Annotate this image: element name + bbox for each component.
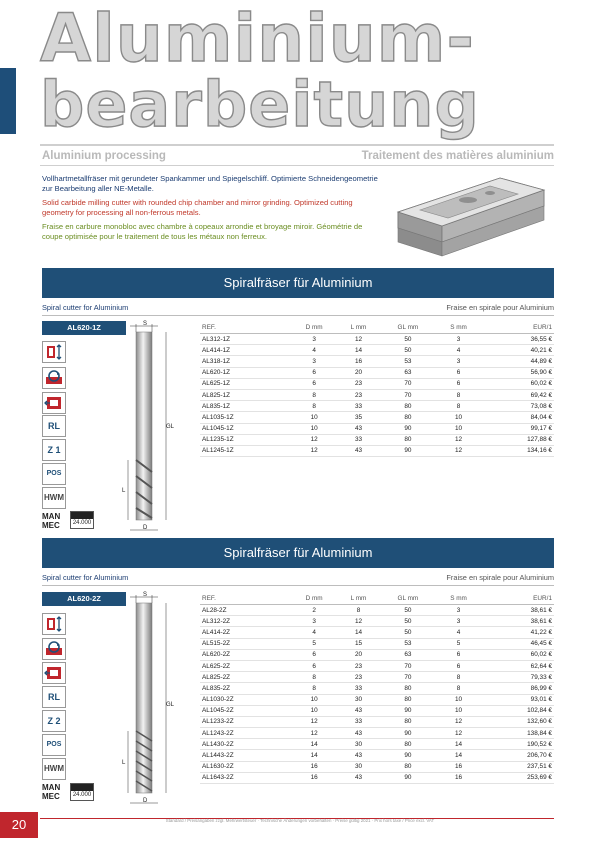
- table-cell: 70: [380, 660, 436, 671]
- table-cell: 14: [337, 345, 380, 356]
- milling-depth-icon: [42, 341, 66, 363]
- intro-en: Solid carbide milling cutter with rounded chip chamber and mirror grinding. Optimized cutting geometry for processing all non-ferrous metals.: [42, 198, 353, 217]
- table-cell: 12: [436, 728, 481, 739]
- table-cell: 253,69 €: [481, 772, 554, 783]
- table-cell: 8: [436, 672, 481, 683]
- table-header-cell: L mm: [337, 593, 380, 605]
- table-cell: AL1233-2Z: [200, 716, 291, 727]
- section-title-bar: [42, 268, 554, 298]
- table-cell: 6: [291, 378, 337, 389]
- table-cell: AL312-2Z: [200, 616, 291, 627]
- table-cell: AL1045-1Z: [200, 423, 291, 434]
- speed-bar: [71, 784, 93, 791]
- table-row: [200, 694, 554, 705]
- table-cell: 12: [337, 334, 380, 345]
- mec-label: MEC: [42, 521, 60, 530]
- table-cell: 3: [436, 334, 481, 345]
- table-cell: 80: [380, 434, 436, 445]
- table-cell: 8: [436, 683, 481, 694]
- speed-badge: [70, 511, 94, 529]
- section-label-fr: Fraise en spirale pour Aluminium: [446, 303, 554, 312]
- table-cell: 90: [380, 445, 436, 456]
- table-cell: 86,99 €: [481, 683, 554, 694]
- table-cell: 127,88 €: [481, 434, 554, 445]
- section-rule: [42, 315, 554, 316]
- table-cell: 40,21 €: [481, 345, 554, 356]
- dim-l: L: [122, 488, 126, 494]
- model-tag: AL620-1Z: [42, 321, 126, 335]
- table-cell: 80: [380, 739, 436, 750]
- table-cell: AL1430-2Z: [200, 739, 291, 750]
- table-cell: 206,70 €: [481, 750, 554, 761]
- section-title: Spiralfräser für Aluminium: [223, 275, 373, 290]
- table-cell: 10: [436, 423, 481, 434]
- subtitle-en: Aluminium processing: [42, 150, 166, 162]
- page-title-line1: Aluminium-: [40, 0, 475, 77]
- table-row: [200, 345, 554, 356]
- table-row: [200, 445, 554, 456]
- table-cell: 8: [291, 389, 337, 400]
- table-cell: 80: [380, 761, 436, 772]
- table-cell: AL1245-1Z: [200, 445, 291, 456]
- table-cell: 5: [436, 638, 481, 649]
- table-cell: AL1235-1Z: [200, 434, 291, 445]
- table-header-cell: REF.: [200, 322, 291, 334]
- table-cell: 10: [436, 694, 481, 705]
- table-cell: 43: [337, 705, 380, 716]
- table-row: [200, 378, 554, 389]
- footer-text: Standard / Preisangaben zzgl. Mehrwertsteuer · Technische Änderungen vorbehalten · Preise gültig 2021 · Prix hors taxe / Price excl. VAT: [165, 818, 435, 823]
- table-cell: 90: [380, 728, 436, 739]
- table-cell: AL625-1Z: [200, 378, 291, 389]
- table-row: [200, 672, 554, 683]
- flute-count-icon: Z 1: [42, 439, 66, 461]
- table-cell: 90: [380, 705, 436, 716]
- table-cell: 8: [337, 605, 380, 616]
- table-row: [200, 367, 554, 378]
- table-cell: 93,01 €: [481, 694, 554, 705]
- table-cell: AL318-1Z: [200, 356, 291, 367]
- speed-value: 24.000: [72, 520, 92, 526]
- table-cell: 35: [337, 412, 380, 423]
- table-row: [200, 334, 554, 345]
- table-cell: AL620-2Z: [200, 649, 291, 660]
- table-cell: 80: [380, 401, 436, 412]
- table-cell: 12: [291, 728, 337, 739]
- table-cell: AL414-2Z: [200, 627, 291, 638]
- man-mec-label: [42, 783, 68, 801]
- table-row: [200, 660, 554, 671]
- table-cell: 12: [291, 716, 337, 727]
- table-cell: 138,84 €: [481, 728, 554, 739]
- table-cell: 33: [337, 401, 380, 412]
- intro-fr: Fraise en carbure monobloc avec chambre à copeaux arrondie et broyage miroir. Géométrie de coupe optimisée pour le traitement de tous les métaux non ferreux.: [42, 222, 363, 241]
- table-cell: AL312-1Z: [200, 334, 291, 345]
- table-cell: 10: [291, 423, 337, 434]
- table-cell: 2: [291, 605, 337, 616]
- table-row: [200, 649, 554, 660]
- table-cell: 99,17 €: [481, 423, 554, 434]
- table-cell: 50: [380, 605, 436, 616]
- table-header-row: [200, 322, 554, 334]
- table-cell: 16: [291, 761, 337, 772]
- table-cell: 15: [337, 638, 380, 649]
- section-label-fr: Fraise en spirale pour Aluminium: [446, 573, 554, 582]
- table-cell: 53: [380, 356, 436, 367]
- table-cell: 4: [436, 345, 481, 356]
- table-cell: 12: [291, 445, 337, 456]
- milling-depth-icon: [42, 613, 66, 635]
- table-cell: 53: [380, 638, 436, 649]
- table-cell: 50: [380, 334, 436, 345]
- table-cell: 6: [291, 649, 337, 660]
- dim-s: S: [143, 592, 148, 598]
- product-table: [200, 322, 554, 457]
- table-cell: 8: [291, 401, 337, 412]
- table-cell: 50: [380, 345, 436, 356]
- table-cell: 16: [436, 761, 481, 772]
- table-cell: 63: [380, 649, 436, 660]
- table-cell: 43: [337, 445, 380, 456]
- table-cell: 60,02 €: [481, 378, 554, 389]
- table-cell: 14: [337, 627, 380, 638]
- table-row: [200, 423, 554, 434]
- table-cell: 30: [337, 739, 380, 750]
- table-cell: 43: [337, 728, 380, 739]
- table-cell: 43: [337, 750, 380, 761]
- table-cell: 16: [291, 772, 337, 783]
- table-row: [200, 434, 554, 445]
- table-cell: 20: [337, 649, 380, 660]
- table-cell: 3: [291, 356, 337, 367]
- table-row: [200, 356, 554, 367]
- table-cell: 12: [337, 616, 380, 627]
- table-row: [200, 389, 554, 400]
- table-header-cell: GL mm: [380, 593, 436, 605]
- table-cell: 3: [291, 334, 337, 345]
- table-cell: 8: [291, 683, 337, 694]
- aluminium-block-illustration: [390, 170, 550, 260]
- table-cell: 38,61 €: [481, 605, 554, 616]
- table-cell: AL1045-2Z: [200, 705, 291, 716]
- table-row: [200, 627, 554, 638]
- table-cell: 20: [337, 367, 380, 378]
- table-cell: 30: [337, 761, 380, 772]
- table-cell: AL515-2Z: [200, 638, 291, 649]
- table-cell: AL1643-2Z: [200, 772, 291, 783]
- table-cell: 14: [436, 750, 481, 761]
- table-cell: AL835-1Z: [200, 401, 291, 412]
- table-row: [200, 412, 554, 423]
- table-cell: 3: [291, 616, 337, 627]
- table-cell: 132,60 €: [481, 716, 554, 727]
- cutter-drawing: [108, 320, 186, 535]
- table-header-cell: EUR/1: [481, 322, 554, 334]
- product-table: [200, 593, 554, 784]
- table-cell: 4: [436, 627, 481, 638]
- table-cell: AL1243-2Z: [200, 728, 291, 739]
- table-cell: 84,04 €: [481, 412, 554, 423]
- table-row: [200, 750, 554, 761]
- table-cell: 63: [380, 367, 436, 378]
- table-cell: 12: [436, 716, 481, 727]
- table-header-cell: GL mm: [380, 322, 436, 334]
- table-cell: 10: [436, 412, 481, 423]
- table-header-cell: D mm: [291, 593, 337, 605]
- table-cell: 6: [291, 660, 337, 671]
- dim-l: L: [122, 760, 126, 766]
- table-header-cell: D mm: [291, 322, 337, 334]
- table-cell: 60,02 €: [481, 649, 554, 660]
- table-cell: 6: [436, 660, 481, 671]
- table-cell: 46,45 €: [481, 638, 554, 649]
- dim-gl: GL: [166, 424, 175, 430]
- table-cell: AL620-1Z: [200, 367, 291, 378]
- speed-badge: [70, 783, 94, 801]
- table-cell: 43: [337, 423, 380, 434]
- mec-label: MEC: [42, 792, 60, 801]
- man-mec-label: [42, 512, 68, 530]
- table-cell: 14: [291, 750, 337, 761]
- table-cell: AL1035-1Z: [200, 412, 291, 423]
- man-label: MAN: [42, 512, 61, 521]
- table-cell: 33: [337, 434, 380, 445]
- table-cell: 73,08 €: [481, 401, 554, 412]
- table-header-cell: L mm: [337, 322, 380, 334]
- table-row: [200, 616, 554, 627]
- table-cell: 10: [291, 705, 337, 716]
- dim-gl: GL: [166, 702, 175, 708]
- table-cell: 6: [436, 649, 481, 660]
- table-cell: AL825-2Z: [200, 672, 291, 683]
- table-cell: 16: [436, 772, 481, 783]
- side-milling-icon: [42, 662, 66, 684]
- subtitle-rule: [40, 165, 554, 166]
- table-cell: 23: [337, 378, 380, 389]
- table-cell: 33: [337, 683, 380, 694]
- table-cell: 134,16 €: [481, 445, 554, 456]
- title-rule: [40, 144, 554, 146]
- table-cell: 38,61 €: [481, 616, 554, 627]
- table-cell: 10: [291, 412, 337, 423]
- table-cell: 12: [436, 445, 481, 456]
- table-cell: 3: [436, 356, 481, 367]
- side-milling-icon: [42, 392, 66, 414]
- man-label: MAN: [42, 783, 61, 792]
- table-header-cell: EUR/1: [481, 593, 554, 605]
- dim-d: D: [143, 525, 148, 531]
- table-cell: AL825-1Z: [200, 389, 291, 400]
- table-row: [200, 728, 554, 739]
- table-cell: AL1030-2Z: [200, 694, 291, 705]
- table-cell: 14: [291, 739, 337, 750]
- hwm-icon: HWM: [42, 758, 66, 780]
- section-title-bar: [42, 538, 554, 568]
- table-cell: 14: [436, 739, 481, 750]
- rotation-cut-icon: [42, 638, 66, 660]
- table-cell: AL414-1Z: [200, 345, 291, 356]
- table-cell: 41,22 €: [481, 627, 554, 638]
- table-cell: 23: [337, 672, 380, 683]
- table-cell: 69,42 €: [481, 389, 554, 400]
- table-cell: 237,51 €: [481, 761, 554, 772]
- table-row: [200, 772, 554, 783]
- rotation-cut-icon: [42, 367, 66, 389]
- side-tab: [0, 68, 16, 134]
- table-row: [200, 401, 554, 412]
- table-cell: 8: [291, 672, 337, 683]
- table-cell: 23: [337, 660, 380, 671]
- table-cell: 80: [380, 412, 436, 423]
- table-cell: 56,90 €: [481, 367, 554, 378]
- model-tag: AL620-2Z: [42, 592, 126, 606]
- table-cell: 79,33 €: [481, 672, 554, 683]
- table-cell: 43: [337, 772, 380, 783]
- page-number: 20: [0, 812, 38, 838]
- table-cell: 5: [291, 638, 337, 649]
- subtitle-fr: Traitement des matières aluminium: [361, 150, 554, 162]
- table-cell: 50: [380, 616, 436, 627]
- speed-bar: [71, 512, 93, 519]
- table-header-cell: REF.: [200, 593, 291, 605]
- table-cell: 36,55 €: [481, 334, 554, 345]
- table-cell: 70: [380, 378, 436, 389]
- table-cell: AL625-2Z: [200, 660, 291, 671]
- table-row: [200, 605, 554, 616]
- table-cell: 50: [380, 627, 436, 638]
- pos-icon: POS: [42, 463, 66, 485]
- dim-d: D: [143, 798, 148, 804]
- table-cell: 80: [380, 683, 436, 694]
- table-row: [200, 705, 554, 716]
- table-header-cell: S mm: [436, 322, 481, 334]
- table-row: [200, 638, 554, 649]
- table-header-cell: S mm: [436, 593, 481, 605]
- table-cell: 6: [436, 378, 481, 389]
- table-row: [200, 761, 554, 772]
- table-cell: 190,52 €: [481, 739, 554, 750]
- hwm-icon: HWM: [42, 487, 66, 509]
- table-cell: 70: [380, 389, 436, 400]
- table-cell: 3: [436, 605, 481, 616]
- section-title: Spiralfräser für Aluminium: [223, 545, 373, 560]
- table-cell: 80: [380, 716, 436, 727]
- table-cell: 6: [436, 367, 481, 378]
- table-cell: 12: [291, 434, 337, 445]
- page-title-line2: bearbeitung: [40, 68, 480, 141]
- table-cell: AL1630-2Z: [200, 761, 291, 772]
- pos-icon: POS: [42, 734, 66, 756]
- table-cell: 90: [380, 772, 436, 783]
- rl-rotation-icon: RL: [42, 686, 66, 708]
- intro-de: Vollhartmetallfräser mit gerundeter Spankammer und Spiegelschliff. Optimierte Schneidengeometrie zur Bearbeitung aller NE-Metalle.: [42, 174, 378, 193]
- table-cell: 33: [337, 716, 380, 727]
- table-cell: 8: [436, 389, 481, 400]
- table-cell: 90: [380, 423, 436, 434]
- table-cell: 4: [291, 627, 337, 638]
- section-rule: [42, 585, 554, 586]
- table-cell: 4: [291, 345, 337, 356]
- table-cell: 62,64 €: [481, 660, 554, 671]
- section-label-en: Spiral cutter for Aluminium: [42, 303, 129, 312]
- table-cell: 23: [337, 389, 380, 400]
- table-cell: 12: [436, 434, 481, 445]
- table-cell: 10: [291, 694, 337, 705]
- table-header-row: [200, 593, 554, 605]
- table-row: [200, 739, 554, 750]
- flute-count-icon: Z 2: [42, 710, 66, 732]
- table-cell: 70: [380, 672, 436, 683]
- table-cell: AL1443-2Z: [200, 750, 291, 761]
- table-cell: 8: [436, 401, 481, 412]
- table-cell: 90: [380, 750, 436, 761]
- table-cell: 30: [337, 694, 380, 705]
- section-label-en: Spiral cutter for Aluminium: [42, 573, 129, 582]
- table-cell: 16: [337, 356, 380, 367]
- table-cell: 80: [380, 694, 436, 705]
- rl-rotation-icon: RL: [42, 415, 66, 437]
- cutter-drawing: [108, 591, 186, 809]
- table-cell: 44,89 €: [481, 356, 554, 367]
- table-cell: 3: [436, 616, 481, 627]
- table-cell: 6: [291, 367, 337, 378]
- table-row: [200, 683, 554, 694]
- table-cell: 10: [436, 705, 481, 716]
- table-cell: AL835-2Z: [200, 683, 291, 694]
- table-cell: AL28-2Z: [200, 605, 291, 616]
- table-cell: 102,84 €: [481, 705, 554, 716]
- table-row: [200, 716, 554, 727]
- speed-value: 24.000: [72, 792, 92, 798]
- dim-s: S: [143, 321, 148, 327]
